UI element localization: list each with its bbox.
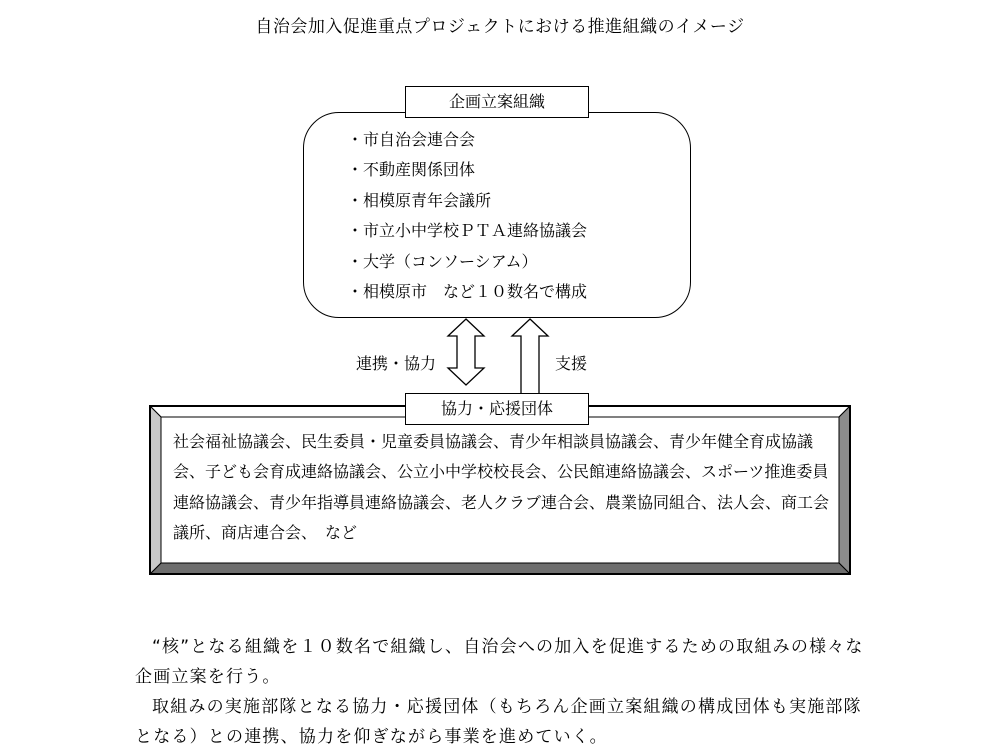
description-paragraph: 取組みの実施部隊となる協力・応援団体（もちろん企画立案組織の構成団体も実施部隊となる）との連携、協力を仰ぎながら事業を進めていく。 bbox=[135, 697, 862, 747]
planning-org-member: ・市自治会連合会 bbox=[347, 130, 476, 149]
planning-org-label: 企画立案組織 bbox=[405, 86, 589, 118]
planning-org-member: ・大学（コンソーシアム） bbox=[347, 251, 538, 271]
support-org-label: 協力・応援団体 bbox=[405, 393, 589, 425]
up-arrow-icon bbox=[512, 319, 548, 396]
support-relation-label: 支援 bbox=[555, 354, 588, 373]
description bbox=[135, 632, 875, 752]
planning-org-member: ・相模原青年会議所 bbox=[347, 190, 492, 210]
planning-org-member: ・相模原市 など１０数名で構成 bbox=[347, 281, 588, 301]
cooperation-label: 連携・協力 bbox=[356, 354, 437, 373]
planning-org-member-list bbox=[347, 125, 587, 307]
support-org-members: 社会福祉協議会、民生委員・児童委員協議会、青少年相談員協議会、青少年健全育成協議会、子ども会育成連絡協議会、公立小中学校校長会、公民館連絡協議会、スポーツ推進委員連絡協議会、青少年指導員連絡協議会、老人クラブ連合会、農業協同組合、法人会、商工会議所、商店連合会、 など bbox=[173, 432, 830, 543]
description-paragraph: “核”となる組織を１０数名で組織し、自治会への加入を促進するための取組みの様々な企画立案を行う。 bbox=[135, 637, 864, 687]
diagram-title: 自治会加入促進重点プロジェクトにおける推進組織のイメージ bbox=[255, 17, 745, 37]
double-arrow-icon bbox=[448, 319, 484, 385]
planning-org-member: ・市立小中学校ＰＴＡ連絡協議会 bbox=[347, 221, 588, 241]
planning-org-member: ・不動産関係団体 bbox=[347, 160, 476, 180]
